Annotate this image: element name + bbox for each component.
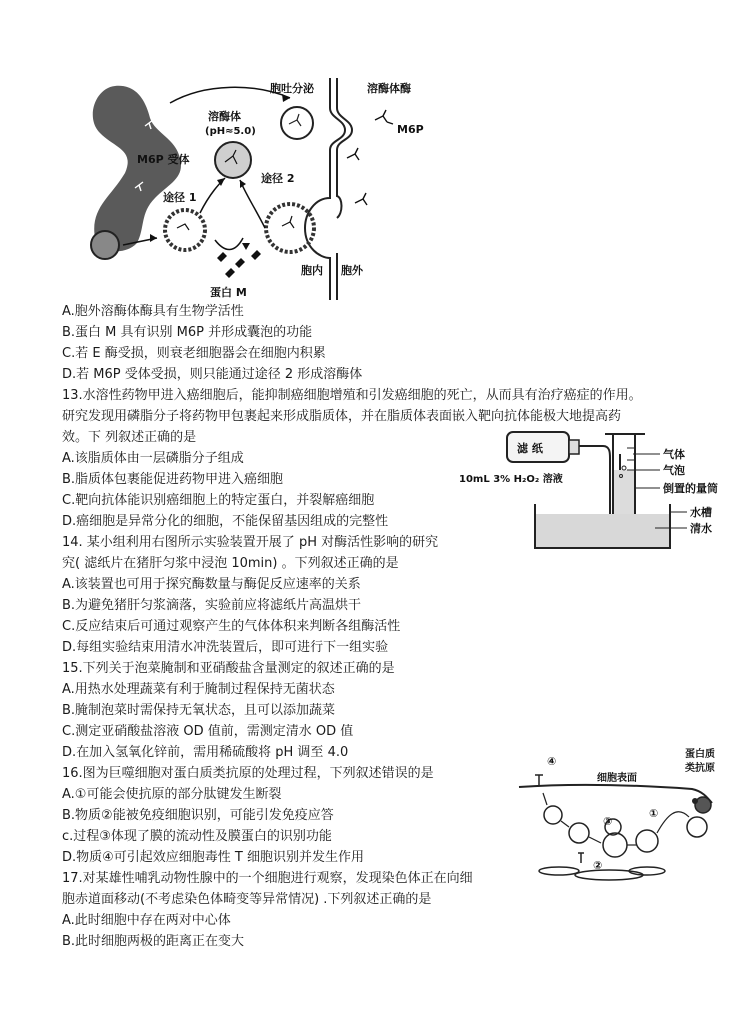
label-path1: 途径 1 [163, 191, 197, 204]
label-ph: (pH≈5.0) [205, 126, 256, 137]
q15-stem: 15.下列关于泡菜腌制和亚硝酸盐含量测定的叙述正确的是 [62, 661, 395, 676]
label-solution: 10mL 3% H₂O₂ 溶液 [459, 474, 563, 485]
q14-stem-1: 14. 某小组利用右图所示实验装置开展了 pH 对酶活性影响的研究 [62, 535, 439, 550]
q17-stem-1: 17.对某雄性哺乳动物性腺中的一个细胞进行观察，发现染色体正在向细 [62, 871, 473, 886]
q13-option-d: D.癌细胞是异常分化的细胞，不能保留基因组成的完整性 [62, 514, 389, 529]
q17-option-b: B.此时细胞两极的距离正在变大 [62, 934, 245, 949]
q13-option-b: B.脂质体包裹能促进药物甲进入癌细胞 [62, 472, 284, 487]
q13-option-c: C.靶向抗体能识别癌细胞上的特定蛋白，并裂解癌细胞 [62, 493, 375, 508]
label-exocytosis: 胞吐分泌 [270, 82, 314, 95]
q14-stem-2: 究( 滤纸片在猪肝匀浆中浸泡 10min) 。下列叙述正确的是 [62, 556, 399, 571]
q16-option-c: c.过程③体现了膜的流动性及膜蛋白的识别功能 [62, 829, 332, 844]
q14-option-c: C.反应结束后可通过观察产生的气体体积来判断各组酶活性 [62, 619, 401, 634]
q16-option-d: D.物质④可引起效应细胞毒性 T 细胞识别并发生作用 [62, 850, 365, 865]
label-n3: ③ [603, 815, 613, 828]
q13-option-a: A.该脂质体由一层磷脂分子组成 [62, 451, 244, 466]
q17-stem-2: 胞赤道面移动(不考虑染色体畸变等异常情况) .下列叙述正确的是 [62, 892, 432, 907]
label-tank: 水槽 [690, 506, 712, 519]
q13-stem-1: 13.水溶性药物甲进入癌细胞后，能抑制癌细胞增殖和引发癌细胞的死亡，从而具有治疗癌症的作用。 [62, 388, 642, 403]
label-n4: ④ [547, 755, 557, 768]
label-water: 清水 [690, 522, 712, 535]
label-outside: 胞外 [341, 264, 363, 277]
label-n2: ② [593, 859, 603, 872]
macrophage-figure [517, 745, 727, 885]
apparatus-figure [455, 428, 727, 556]
q13-stem-2: 研究发现用磷脂分子将药物甲包裹起来形成脂质体，并在脂质体表面嵌入靶向抗体能极大地提高药 [62, 409, 622, 424]
q15-option-c: C.测定亚硝酸盐溶液 OD 值前，需测定清水 OD 值 [62, 724, 354, 739]
label-filter-paper: 滤 纸 [517, 442, 543, 455]
q15-option-b: B.腌制泡菜时需保持无氧状态，且可以添加蔬菜 [62, 703, 336, 718]
label-n1: ① [649, 807, 659, 820]
q15-option-a: A.用热水处理蔬菜有利于腌制过程保持无菌状态 [62, 682, 335, 697]
label-protein-m: 蛋白 M [210, 286, 247, 299]
label-antigen-2: 类抗原 [685, 763, 715, 774]
golgi-body [93, 86, 181, 251]
label-gas: 气体 [663, 448, 685, 461]
label-lysosome-enzyme: 溶酶体酶 [367, 82, 411, 95]
cell-membrane [519, 785, 712, 803]
q17-option-a: A.此时细胞中存在两对中心体 [62, 913, 231, 928]
label-inside: 胞内 [301, 264, 323, 277]
q14-option-b: B.为避免猪肝匀浆滴落，实验前应将滤纸片高温烘干 [62, 598, 362, 613]
q14-option-a: A.该装置也可用于探究酶数量与酶促反应速率的关系 [62, 577, 361, 592]
label-lysosome: 溶酶体 [208, 110, 241, 123]
q14-option-d: D.每组实验结束用清水冲洗装置后，即可进行下一组实验 [62, 640, 389, 655]
q12-option-b: B.蛋白 M 具有识别 M6P 并形成囊泡的功能 [62, 325, 313, 340]
q15-option-d: D.在加入氢氧化锌前，需用稀硫酸将 pH 调至 4.0 [62, 745, 349, 760]
q13-stem-3: 效。下 列叙述正确的是 [62, 430, 197, 445]
lysosome-pathway-figure [75, 78, 440, 300]
label-m6p-receptor: M6P 受体 [137, 153, 190, 166]
label-bubble: 气泡 [663, 464, 685, 477]
label-path2: 途径 2 [261, 172, 295, 185]
q16-option-a: A.①可能会使抗原的部分肽键发生断裂 [62, 787, 282, 802]
label-surface: 细胞表面 [597, 773, 637, 784]
q16-option-b: B.物质②能被免疫细胞识别，可能引发免疫应答 [62, 808, 334, 823]
label-m6p: M6P [397, 123, 424, 136]
q12-option-d: D.若 M6P 受体受损，则只能通过途径 2 形成溶酶体 [62, 367, 363, 382]
label-antigen-1: 蛋白质 [685, 749, 715, 760]
q12-option-c: C.若 E 酶受损，则衰老细胞器会在细胞内积累 [62, 346, 326, 361]
q16-stem: 16.图为巨噬细胞对蛋白质类抗原的处理过程，下列叙述错误的是 [62, 766, 434, 781]
label-cylinder: 倒置的量筒 [663, 482, 718, 495]
q12-option-a: A.胞外溶酶体酶具有生物学活性 [62, 304, 244, 319]
